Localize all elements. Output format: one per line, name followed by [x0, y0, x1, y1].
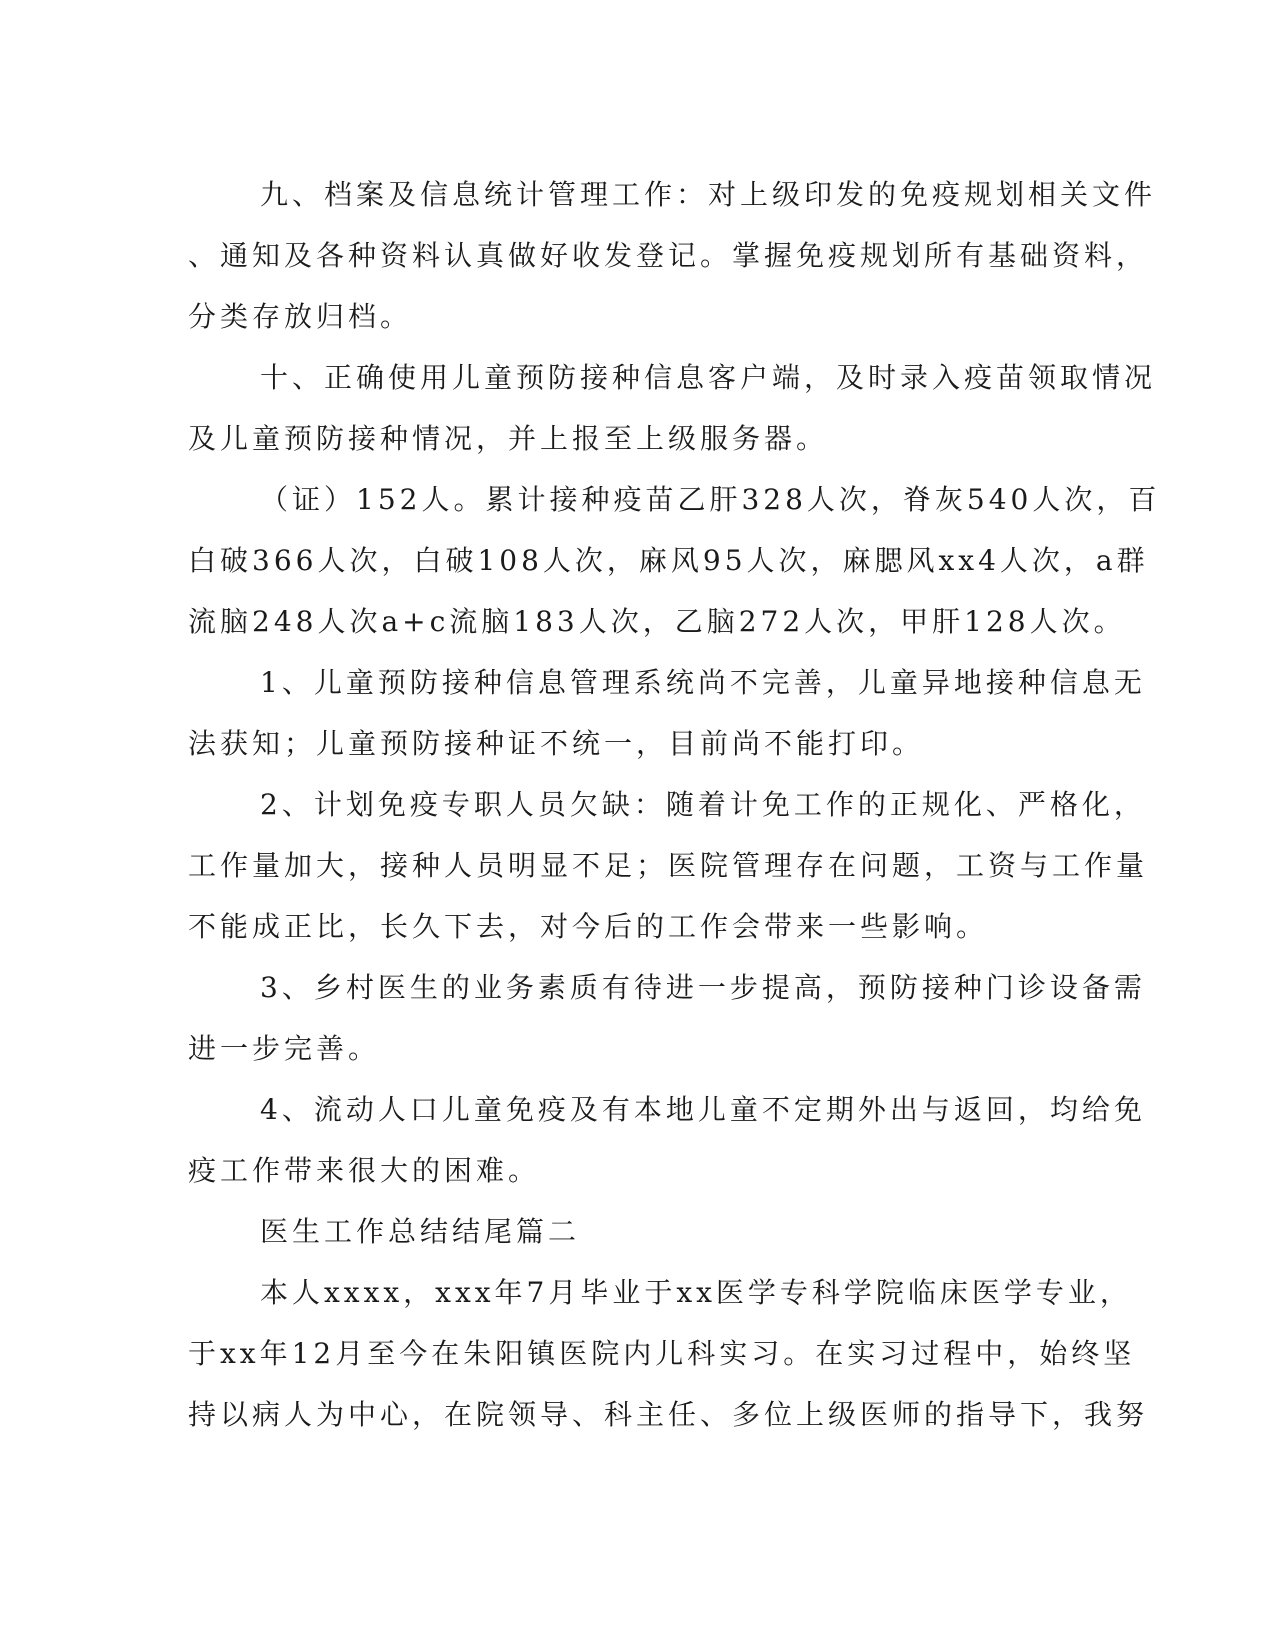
section-heading: 医生工作总结结尾篇二 [260, 1215, 581, 1248]
paragraph-line: 进一步完善。 [188, 1032, 381, 1065]
paragraph-line: 4、流动人口儿童免疫及有本地儿童不定期外出与返回，均给免 [260, 1093, 1146, 1126]
paragraph-line: 工作量加大，接种人员明显不足；医院管理存在问题，工资与工作量 [188, 849, 1149, 882]
paragraph-line: 、通知及各种资料认真做好收发登记。掌握免疫规划所有基础资料， [188, 239, 1149, 272]
paragraph-line: 不能成正比，长久下去，对今后的工作会带来一些影响。 [188, 910, 989, 943]
paragraph-line: 持以病人为中心，在院领导、科主任、多位上级医师的指导下，我努 [188, 1398, 1149, 1431]
paragraph-line: 白破366人次，白破108人次，麻风95人次，麻腮风xx4人次，a群 [188, 544, 1149, 577]
paragraph-line: 3、乡村医生的业务素质有待进一步提高，预防接种门诊设备需 [260, 971, 1146, 1004]
paragraph-line: 本人xxxx，xxx年7月毕业于xx医学专科学院临床医学专业， [260, 1276, 1132, 1309]
paragraph-line: 分类存放归档。 [188, 300, 413, 333]
paragraph-line: 2、计划免疫专职人员欠缺：随着计免工作的正规化、严格化， [260, 788, 1146, 821]
paragraph-line: 法获知；儿童预防接种证不统一，目前尚不能打印。 [188, 727, 925, 760]
paragraph-line: 十、正确使用儿童预防接种信息客户端，及时录入疫苗领取情况 [260, 361, 1157, 394]
document-body [188, 164, 1161, 1445]
paragraph-line: 1、儿童预防接种信息管理系统尚不完善，儿童异地接种信息无 [260, 666, 1146, 699]
paragraph-line: 九、档案及信息统计管理工作：对上级印发的免疫规划相关文件 [260, 178, 1157, 211]
paragraph-line: 于xx年12月至今在朱阳镇医院内儿科实习。在实习过程中，始终坚 [188, 1337, 1136, 1370]
paragraph-line: 流脑248人次a+c流脑183人次，乙脑272人次，甲肝128人次。 [188, 605, 1126, 638]
paragraph-line: 疫工作带来很大的困难。 [188, 1154, 541, 1187]
paragraph-line: （证）152人。累计接种疫苗乙肝328人次，脊灰540人次，百 [260, 483, 1161, 516]
paragraph-line: 及儿童预防接种情况，并上报至上级服务器。 [188, 422, 829, 455]
